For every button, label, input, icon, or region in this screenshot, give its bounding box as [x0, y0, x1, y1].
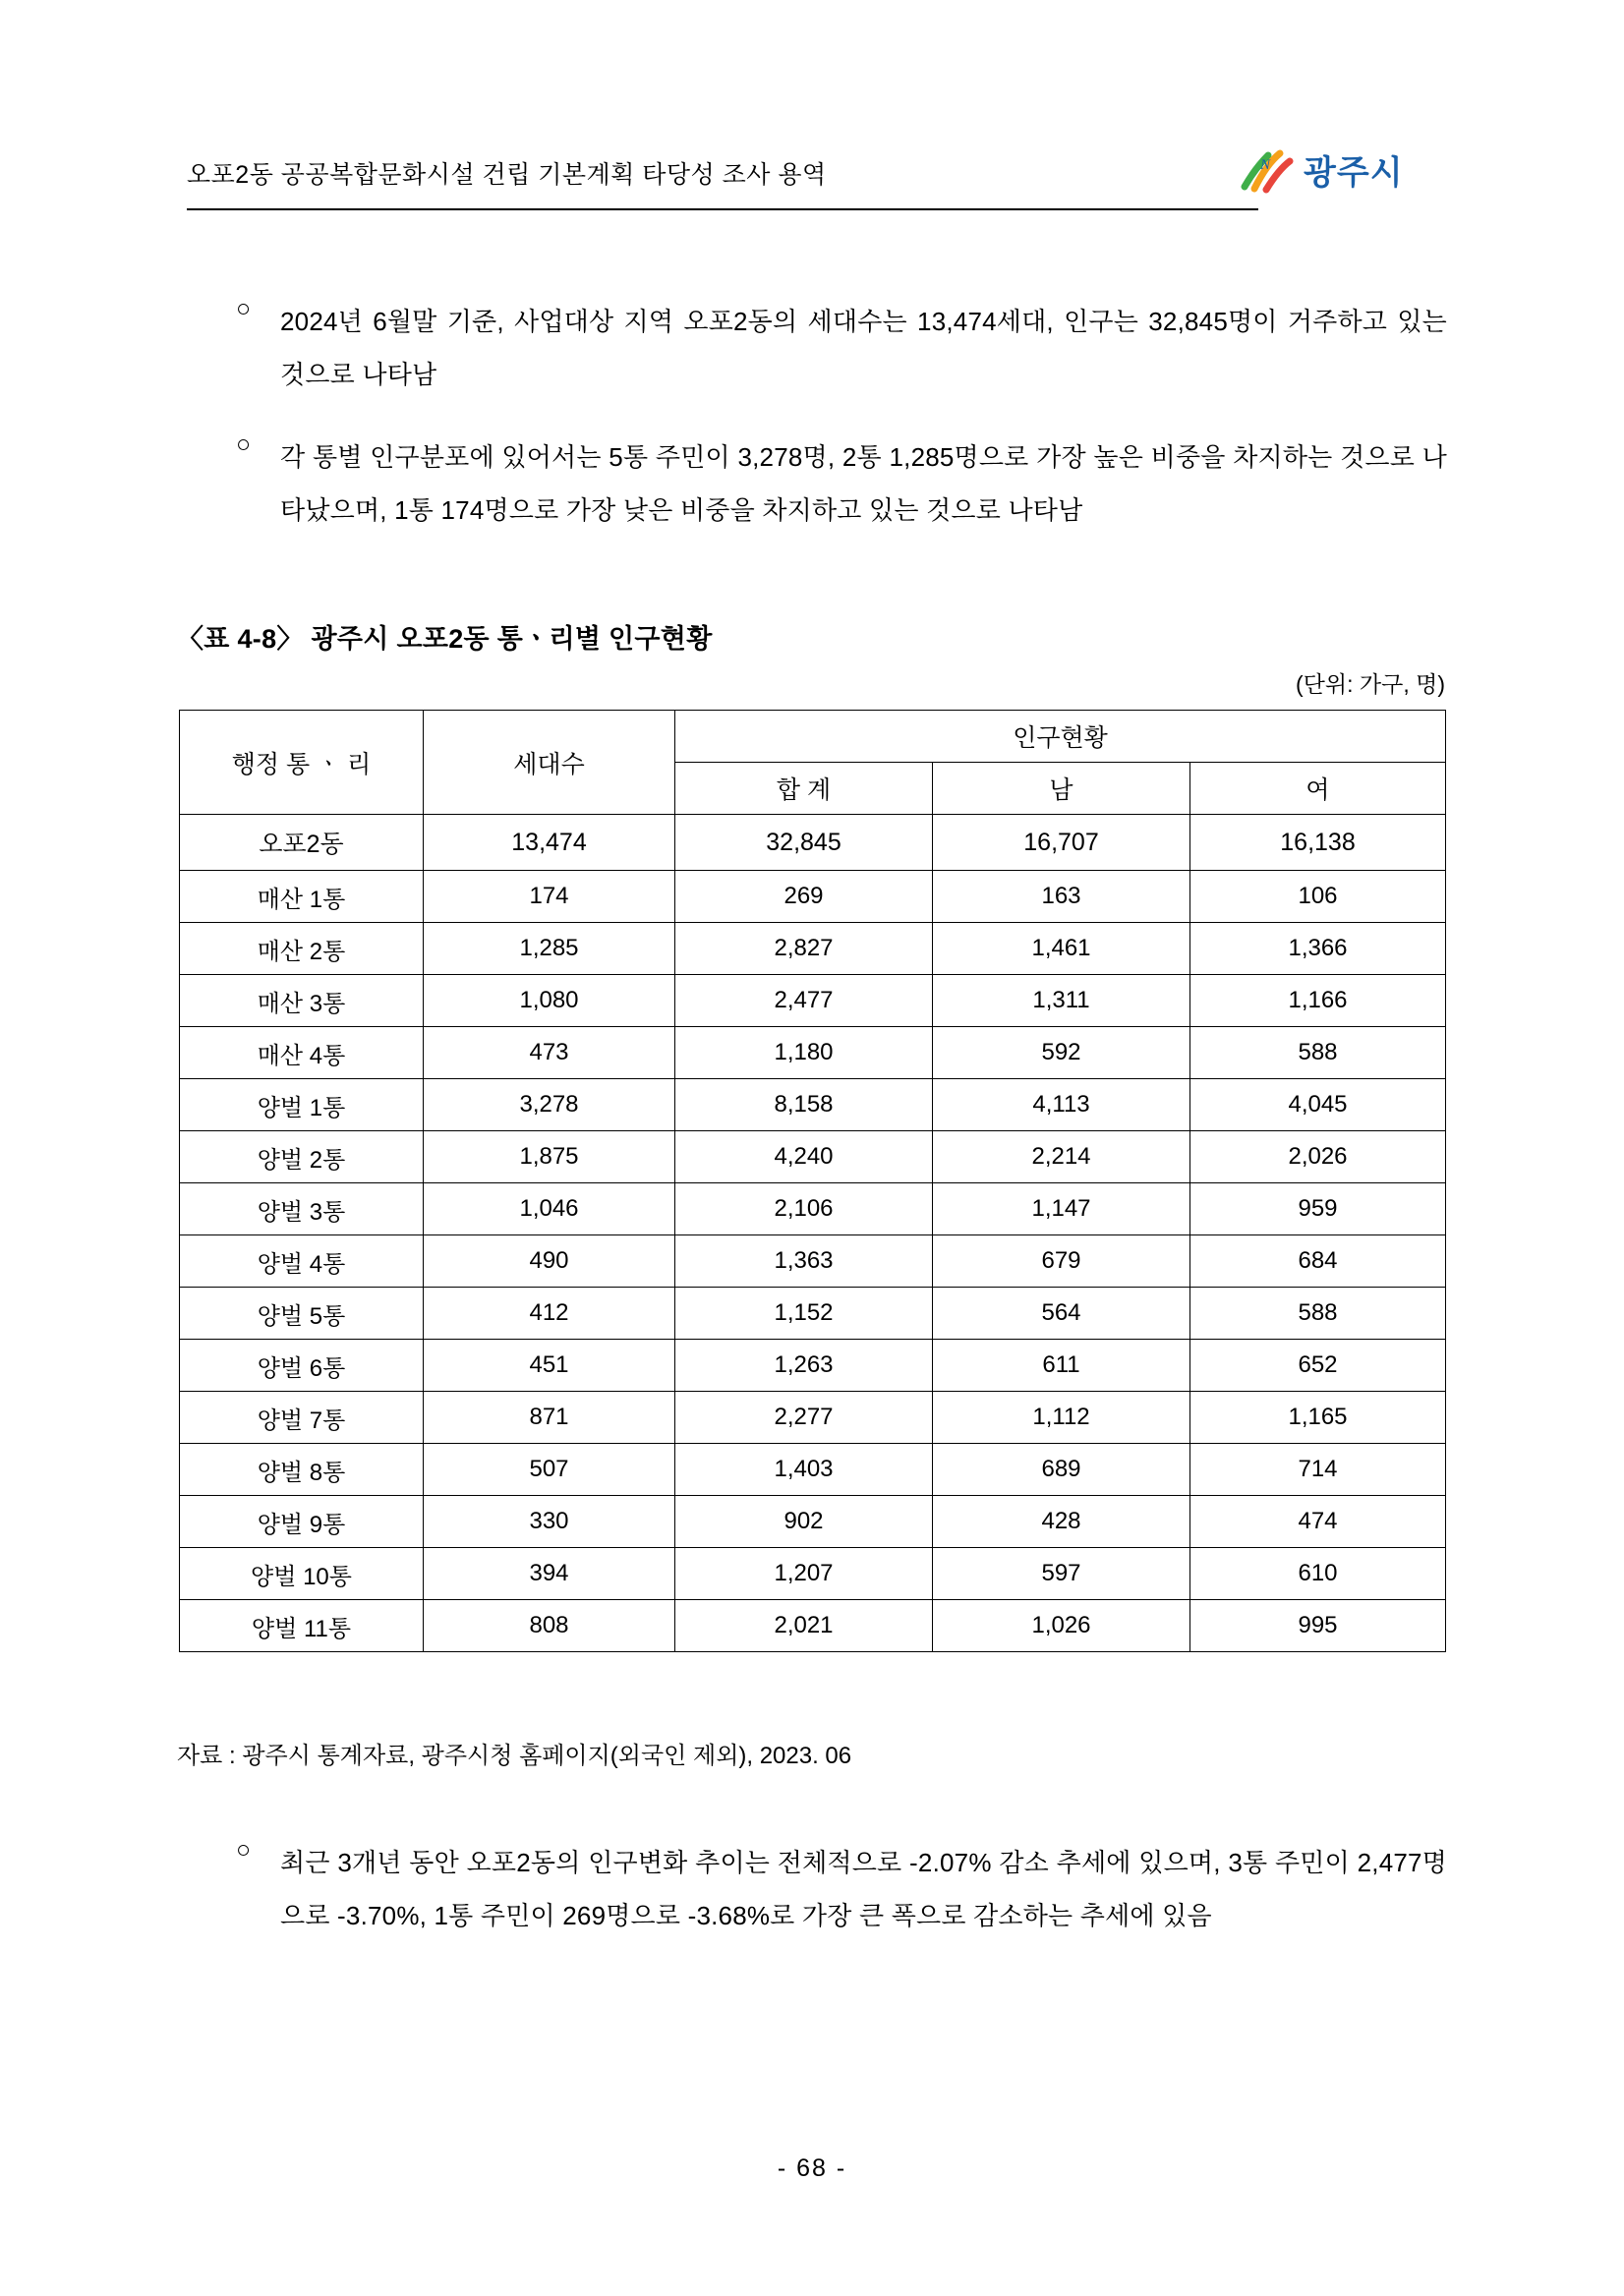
- table-row: [180, 1548, 1446, 1600]
- table-row: [180, 1079, 1446, 1131]
- th-households: 세대수: [424, 711, 675, 815]
- bullet-marker: ○: [236, 295, 252, 322]
- table-header-row-1: [180, 711, 1446, 763]
- svg-text:N: N: [1260, 157, 1271, 173]
- cell-households: 507: [424, 1444, 675, 1496]
- table-caption: 〈표 4-8〉 광주시 오포2동 통ㆍ리별 인구현황: [177, 624, 713, 654]
- bullet-text: 각 통별 인구분포에 있어서는 5통 주민이 3,278명, 2통 1,285명으로 가장 높은 비중을 차지하는 것으로 나타났으며, 1통 174명으로 가장 낮은 비중을 차지하고 있는 것으로 나타남: [280, 442, 1447, 525]
- cell-name: 매산 3통: [180, 975, 424, 1027]
- cell-name: 양벌 3통: [180, 1183, 424, 1235]
- bullet-paragraph-3: [236, 1836, 1447, 1942]
- cell-male: 592: [933, 1027, 1190, 1079]
- table-row: [180, 1131, 1446, 1183]
- cell-name: 양벌 8통: [180, 1444, 424, 1496]
- cell-female: 1,166: [1190, 975, 1446, 1027]
- cell-households: 330: [424, 1496, 675, 1548]
- cell-female: 652: [1190, 1340, 1446, 1392]
- bullet-paragraph-2: [236, 430, 1447, 537]
- table-row: [180, 1027, 1446, 1079]
- page-number: - 68 -: [777, 2154, 847, 2182]
- table-row: [180, 1288, 1446, 1340]
- th-male: 남: [933, 763, 1190, 815]
- th-female: 여: [1190, 763, 1446, 815]
- cell-total: 1,403: [675, 1444, 933, 1496]
- cell-name: 오포2동: [180, 815, 424, 871]
- cell-name: 양벌 5통: [180, 1288, 424, 1340]
- cell-households: 3,278: [424, 1079, 675, 1131]
- cell-male: 689: [933, 1444, 1190, 1496]
- th-total: 합 계: [675, 763, 933, 815]
- table-row: [180, 871, 1446, 923]
- cell-name: 양벌 2통: [180, 1131, 424, 1183]
- cell-male: 611: [933, 1340, 1190, 1392]
- cell-total: 269: [675, 871, 933, 923]
- cell-households: 13,474: [424, 815, 675, 871]
- cell-total: 1,180: [675, 1027, 933, 1079]
- population-table: [179, 710, 1446, 1652]
- cell-male: 2,214: [933, 1131, 1190, 1183]
- table-row-total: [180, 815, 1446, 871]
- cell-female: 588: [1190, 1027, 1446, 1079]
- th-admin-unit: 행정 통 ㆍ 리: [180, 711, 424, 815]
- table-head: [180, 711, 1446, 815]
- table-body: [180, 815, 1446, 1652]
- cell-households: 394: [424, 1548, 675, 1600]
- th-population-group: 인구현황: [675, 711, 1446, 763]
- logo-text: 광주시: [1304, 154, 1404, 192]
- cell-male: 4,113: [933, 1079, 1190, 1131]
- cell-households: 490: [424, 1235, 675, 1288]
- cell-male: 679: [933, 1235, 1190, 1288]
- cell-total: 1,207: [675, 1548, 933, 1600]
- cell-name: 양벌 1통: [180, 1079, 424, 1131]
- table-row: [180, 1183, 1446, 1235]
- cell-name: 매산 4통: [180, 1027, 424, 1079]
- cell-total: 2,827: [675, 923, 933, 975]
- cell-female: 588: [1190, 1288, 1446, 1340]
- table-row: [180, 1600, 1446, 1652]
- cell-male: 16,707: [933, 815, 1190, 871]
- cell-name: 양벌 11통: [180, 1600, 424, 1652]
- bullet-marker: ○: [236, 1836, 252, 1864]
- cell-male: 1,311: [933, 975, 1190, 1027]
- population-table-wrap: [179, 710, 1445, 1652]
- cell-female: 1,165: [1190, 1392, 1446, 1444]
- cell-total: 1,363: [675, 1235, 933, 1288]
- cell-households: 808: [424, 1600, 675, 1652]
- table-row: [180, 1392, 1446, 1444]
- table-row: [180, 1340, 1446, 1392]
- cell-households: 174: [424, 871, 675, 923]
- logo-emblem-icon: [1239, 144, 1294, 199]
- table-row: [180, 923, 1446, 975]
- cell-female: 995: [1190, 1600, 1446, 1652]
- table-source-note: 자료 : 광주시 통계자료, 광주시청 홈페이지(외국인 제외), 2023. 06: [177, 1743, 852, 1769]
- cell-female: 1,366: [1190, 923, 1446, 975]
- cell-households: 451: [424, 1340, 675, 1392]
- cell-female: 474: [1190, 1496, 1446, 1548]
- cell-total: 4,240: [675, 1131, 933, 1183]
- cell-households: 1,285: [424, 923, 675, 975]
- cell-female: 16,138: [1190, 815, 1446, 871]
- header-title: 오포2동 공공복합문화시설 건립 기본계획 타당성 조사 용역: [187, 161, 827, 189]
- cell-total: 32,845: [675, 815, 933, 871]
- cell-name: 양벌 10통: [180, 1548, 424, 1600]
- cell-female: 714: [1190, 1444, 1446, 1496]
- table-row: [180, 975, 1446, 1027]
- cell-total: 1,263: [675, 1340, 933, 1392]
- table-unit-note: (단위: 가구, 명): [1296, 671, 1445, 697]
- cell-name: 양벌 6통: [180, 1340, 424, 1392]
- cell-total: 2,021: [675, 1600, 933, 1652]
- bullet-paragraph-1: [236, 295, 1447, 401]
- cell-name: 양벌 4통: [180, 1235, 424, 1288]
- cell-name: 양벌 7통: [180, 1392, 424, 1444]
- cell-female: 959: [1190, 1183, 1446, 1235]
- cell-male: 163: [933, 871, 1190, 923]
- cell-male: 564: [933, 1288, 1190, 1340]
- cell-total: 2,277: [675, 1392, 933, 1444]
- cell-male: 1,112: [933, 1392, 1190, 1444]
- cell-male: 597: [933, 1548, 1190, 1600]
- cell-male: 1,147: [933, 1183, 1190, 1235]
- cell-total: 902: [675, 1496, 933, 1548]
- cell-male: 1,461: [933, 923, 1190, 975]
- gwangju-city-logo: [1221, 138, 1437, 206]
- cell-total: 1,152: [675, 1288, 933, 1340]
- cell-total: 2,106: [675, 1183, 933, 1235]
- cell-male: 428: [933, 1496, 1190, 1548]
- cell-female: 106: [1190, 871, 1446, 923]
- cell-total: 2,477: [675, 975, 933, 1027]
- cell-total: 8,158: [675, 1079, 933, 1131]
- cell-female: 2,026: [1190, 1131, 1446, 1183]
- cell-households: 1,046: [424, 1183, 675, 1235]
- page-header: [187, 147, 1437, 216]
- cell-households: 1,080: [424, 975, 675, 1027]
- table-row: [180, 1496, 1446, 1548]
- cell-female: 684: [1190, 1235, 1446, 1288]
- cell-name: 매산 1통: [180, 871, 424, 923]
- cell-male: 1,026: [933, 1600, 1190, 1652]
- cell-households: 1,875: [424, 1131, 675, 1183]
- cell-name: 매산 2통: [180, 923, 424, 975]
- cell-households: 871: [424, 1392, 675, 1444]
- cell-name: 양벌 9통: [180, 1496, 424, 1548]
- cell-households: 473: [424, 1027, 675, 1079]
- table-row: [180, 1444, 1446, 1496]
- cell-households: 412: [424, 1288, 675, 1340]
- bullet-marker: ○: [236, 430, 252, 458]
- cell-female: 4,045: [1190, 1079, 1446, 1131]
- cell-female: 610: [1190, 1548, 1446, 1600]
- bullet-text: 2024년 6월말 기준, 사업대상 지역 오포2동의 세대수는 13,474세대, 인구는 32,845명이 거주하고 있는 것으로 나타남: [280, 307, 1447, 389]
- bullet-text: 최근 3개년 동안 오포2동의 인구변화 추이는 전체적으로 -2.07% 감소 추세에 있으며, 3통 주민이 2,477명으로 -3.70%, 1통 주민이 269명으로 -3.68%로 가장 큰 폭으로 감소하는 추세에 있음: [280, 1848, 1447, 1930]
- header-divider: [187, 208, 1258, 210]
- table-row: [180, 1235, 1446, 1288]
